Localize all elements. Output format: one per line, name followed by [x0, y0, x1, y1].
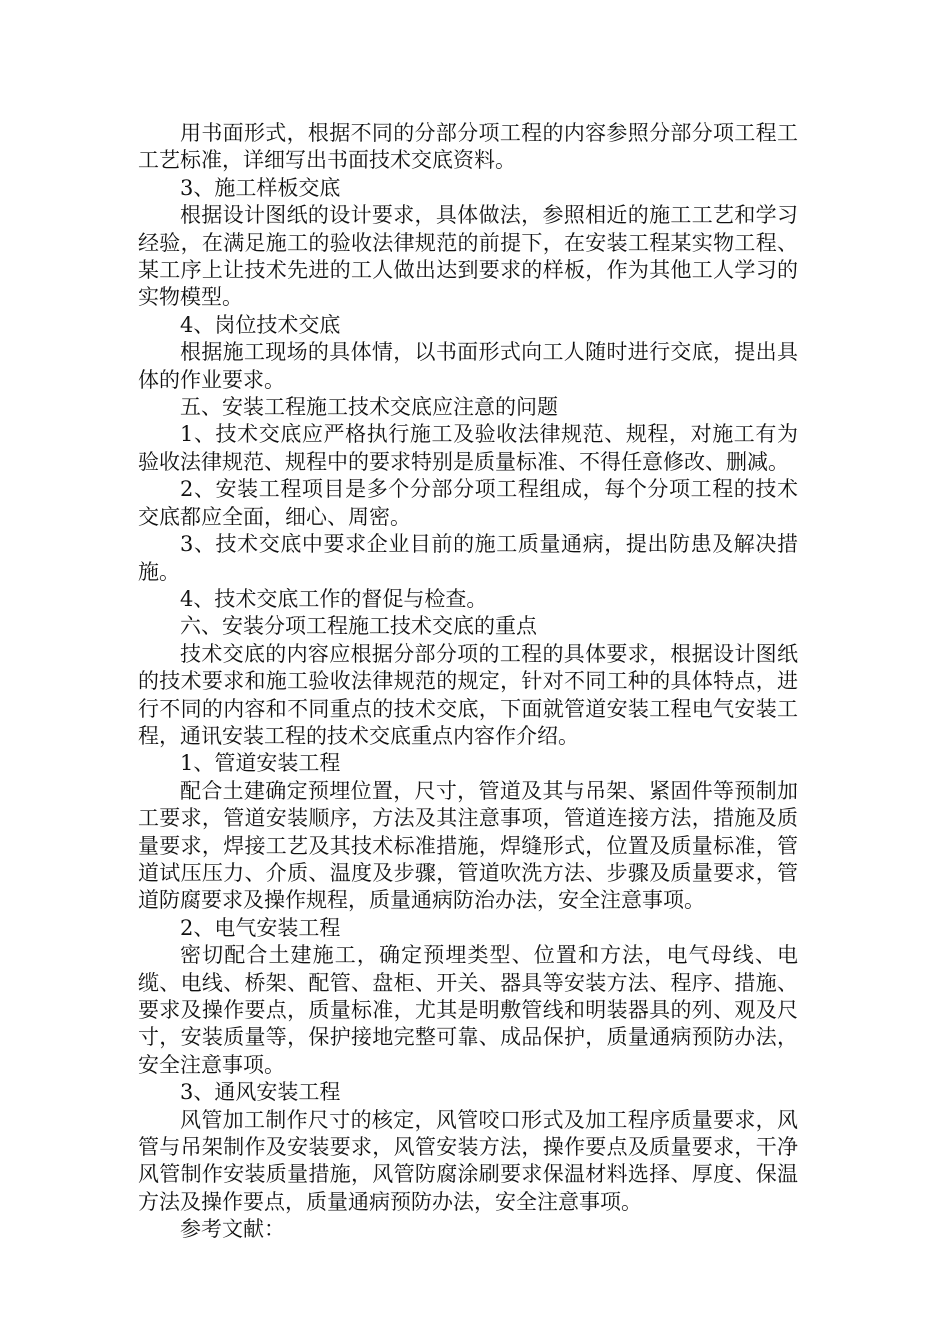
- list-item-4: 4、技术交底工作的督促与检查。: [180, 586, 488, 611]
- paragraph-electrical-installation: 密切配合土建施工，确定预埋类型、位置和方法，电气母线、电缆、电线、桥架、配管、盘柜、开关、器具等安装方法、程序、措施、要求及操作要点，质量标准，尤其是明敷管线和明装器具的列、观及尺寸，安装质量等，保护接地完整可靠、成品保护，质量通病预防办法，安全注意事项。: [138, 943, 798, 1077]
- paragraph-pipe-installation: 配合土建确定预埋位置，尺寸，管道及其与吊架、紧固件等预制加工要求，管道安装顺序，方法及其注意事项，管道连接方法，措施及质量要求，焊接工艺及其技术标准措施，焊缝形式，位置及质量标准，管道试压压力、介质、温度及步骤，管道吹洗方法、步骤及质量要求，管道防腐要求及操作规程，质量通病防治办法，安全注意事项。: [138, 778, 798, 913]
- paragraph-ventilation-installation: 风管加工制作尺寸的核定，风管咬口形式及加工程序质量要求，风管与吊架制作及安装要求，风管安装方法，操作要点及质量要求，干净风管制作安装质量措施，风管防腐涂刷要求保温材料选择、厚度、保温方法及操作要点，质量通病预防办法，安全注意事项。: [138, 1107, 798, 1214]
- heading-ventilation-installation: 3、通风安装工程: [180, 1080, 341, 1105]
- section-heading-six: 六、安装分项工程施工技术交底的重点: [180, 614, 537, 639]
- paragraph-written-disclosure: 用书面形式，根据不同的分部分项工程的内容参照分部分项工程工工艺标准，详细写出书面技术交底资料。: [138, 121, 798, 173]
- heading-post-disclosure: 4、岗位技术交底: [180, 312, 341, 337]
- heading-electrical-installation: 2、电气安装工程: [180, 915, 341, 940]
- heading-pipe-installation: 1、管道安装工程: [180, 751, 341, 776]
- list-item-1: 1、技术交底应严格执行施工及验收法律规范、规程，对施工有为验收法律规范、规程中的要求特别是质量标准、不得任意修改、删减。: [138, 422, 798, 474]
- list-item-2: 2、安装工程项目是多个分部分项工程组成，每个分项工程的技术交底都应全面，细心、周密。: [138, 477, 798, 529]
- section-heading-five: 五、安装工程施工技术交底应注意的问题: [180, 395, 558, 420]
- list-item-3: 3、技术交底中要求企业目前的施工质量通病，提出防患及解决措施。: [138, 532, 798, 584]
- paragraph-key-points-intro: 技术交底的内容应根据分部分项的工程的具体要求，根据设计图纸的技术要求和施工验收法律规范的规定，针对不同工种的具体特点，进行不同的内容和不同重点的技术交底，下面就管道安装工程电气安装工程，通讯安装工程的技术交底重点内容作介绍。: [138, 641, 798, 748]
- references-heading: 参考文献：: [180, 1217, 285, 1242]
- paragraph-post-disclosure: 根据施工现场的具体情，以书面形式向工人随时进行交底，提出具体的作业要求。: [138, 340, 798, 392]
- document-body: [138, 120, 798, 1244]
- paragraph-sample-disclosure: 根据设计图纸的设计要求，具体做法，参照相近的施工工艺和学习经验，在满足施工的验收法律规范的前提下，在安装工程某实物工程、某工序上让技术先进的工人做出达到要求的样板，作为其他工人学习的实物模型。: [138, 203, 798, 310]
- heading-sample-disclosure: 3、施工样板交底: [180, 175, 341, 200]
